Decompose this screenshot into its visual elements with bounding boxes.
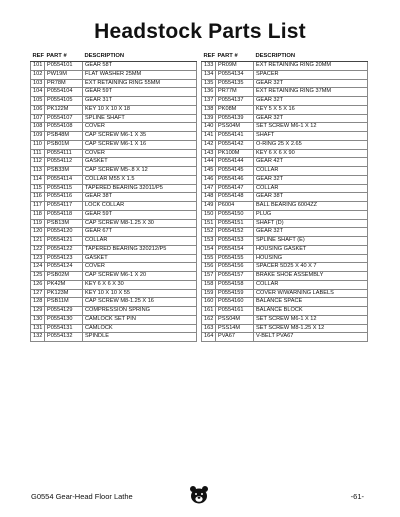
cell-description: COLLAR	[254, 280, 368, 289]
table-row	[202, 245, 368, 254]
cell-ref: 145	[202, 167, 216, 176]
cell-ref: 102	[31, 70, 45, 79]
table-row	[31, 272, 197, 281]
table-row	[202, 307, 368, 316]
table-row	[202, 210, 368, 219]
cell-part-number: P0554130	[45, 315, 83, 324]
cell-ref: 160	[202, 298, 216, 307]
cell-description: GEAR 67T	[83, 228, 197, 237]
table-row	[202, 289, 368, 298]
cell-ref: 140	[202, 123, 216, 132]
cell-description: CAP SCREW M6-1 X 16	[83, 140, 197, 149]
cell-part-number: P0554135	[216, 79, 254, 88]
table-row	[31, 280, 197, 289]
footer-model-name: G0554 Gear-Head Floor Lathe	[31, 492, 133, 501]
cell-part-number: P0554161	[216, 307, 254, 316]
cell-part-number: PSB11M	[45, 298, 83, 307]
table-row	[31, 132, 197, 141]
cell-ref: 103	[31, 79, 45, 88]
parts-table-right	[201, 53, 368, 342]
table-row	[31, 88, 197, 97]
cell-description: KEY 10 X 10 X 18	[83, 105, 197, 114]
cell-description: GEAR 31T	[83, 97, 197, 106]
table-row	[31, 324, 197, 333]
cell-part-number: PK122M	[45, 105, 83, 114]
cell-description: GEAR 32T	[254, 97, 368, 106]
cell-ref: 139	[202, 114, 216, 123]
table-row	[202, 254, 368, 263]
cell-ref: 163	[202, 324, 216, 333]
cell-ref: 153	[202, 237, 216, 246]
cell-ref: 101	[31, 62, 45, 71]
cell-ref: 159	[202, 289, 216, 298]
cell-description: CAP SCREW M8-1.25 X 16	[83, 298, 197, 307]
cell-description: SET SCREW M6-1 X 12	[254, 315, 368, 324]
cell-description: GEAR 58T	[83, 62, 197, 71]
table-row	[31, 140, 197, 149]
cell-part-number: P0554142	[216, 140, 254, 149]
cell-description: SPACER	[254, 70, 368, 79]
cell-part-number: P0554134	[216, 70, 254, 79]
cell-ref: 130	[31, 315, 45, 324]
cell-part-number: P0554124	[45, 263, 83, 272]
cell-description: SHAFT (D)	[254, 219, 368, 228]
cell-description: HOUSING GASKET	[254, 245, 368, 254]
cell-description: SHAFT	[254, 132, 368, 141]
cell-part-number: P0554157	[216, 272, 254, 281]
cell-ref: 147	[202, 184, 216, 193]
cell-description: TAPERED BEARING 320212/P5	[83, 245, 197, 254]
cell-part-number: PSS04M	[216, 123, 254, 132]
cell-part-number: P0554107	[45, 114, 83, 123]
table-row	[202, 79, 368, 88]
table-row	[31, 62, 197, 71]
cell-ref: 133	[202, 62, 216, 71]
cell-description: GEAR 32T	[254, 79, 368, 88]
cell-ref: 161	[202, 307, 216, 316]
cell-ref: 137	[202, 97, 216, 106]
table-row	[202, 114, 368, 123]
cell-ref: 123	[31, 254, 45, 263]
cell-part-number: P0554147	[216, 184, 254, 193]
cell-part-number: P0554137	[216, 97, 254, 106]
cell-part-number: P0554114	[45, 175, 83, 184]
cell-part-number: P0554104	[45, 88, 83, 97]
cell-part-number: P0554154	[216, 245, 254, 254]
cell-description: GEAR 32T	[254, 114, 368, 123]
cell-description: SPINDLE	[83, 333, 197, 342]
cell-part-number: P0554141	[216, 132, 254, 141]
cell-description: GEAR 38T	[254, 193, 368, 202]
table-row	[31, 193, 197, 202]
cell-part-number: P0554101	[45, 62, 83, 71]
cell-part-number: PVA67	[216, 333, 254, 342]
cell-description: EXT RETAINING RING 37MM	[254, 88, 368, 97]
cell-part-number: P0554152	[216, 228, 254, 237]
table-row	[202, 202, 368, 211]
cell-part-number: P0554145	[216, 167, 254, 176]
cell-part-number: P0554155	[216, 254, 254, 263]
cell-part-number: P0554111	[45, 149, 83, 158]
cell-description: CAP SCREW M6-1 X 20	[83, 272, 197, 281]
table-row	[31, 202, 197, 211]
table-row	[202, 228, 368, 237]
cell-description: COLLAR	[254, 184, 368, 193]
table-row	[31, 298, 197, 307]
cell-description: COVER	[83, 123, 197, 132]
cell-ref: 143	[202, 149, 216, 158]
cell-description: GEAR 32T	[254, 175, 368, 184]
column-header-description: DESCRIPTION	[83, 53, 197, 62]
cell-ref: 149	[202, 202, 216, 211]
cell-ref: 112	[31, 158, 45, 167]
table-row	[202, 97, 368, 106]
table-row	[202, 70, 368, 79]
cell-part-number: PK08M	[216, 105, 254, 114]
cell-part-number: PR78M	[45, 79, 83, 88]
cell-part-number: P0554148	[216, 193, 254, 202]
cell-ref: 129	[31, 307, 45, 316]
cell-ref: 151	[202, 219, 216, 228]
cell-ref: 118	[31, 210, 45, 219]
cell-part-number: P0554160	[216, 298, 254, 307]
cell-part-number: P0554117	[45, 202, 83, 211]
cell-description: KEY 6 X 6 X 90	[254, 149, 368, 158]
cell-ref: 107	[31, 114, 45, 123]
table-row	[31, 307, 197, 316]
cell-ref: 158	[202, 280, 216, 289]
cell-ref: 124	[31, 263, 45, 272]
cell-part-number: PK100M	[216, 149, 254, 158]
cell-ref: 127	[31, 289, 45, 298]
table-row	[202, 324, 368, 333]
cell-ref: 116	[31, 193, 45, 202]
table-row	[202, 263, 368, 272]
column-header-description: DESCRIPTION	[254, 53, 368, 62]
cell-description: SET SCREW M8-1.25 X 12	[254, 324, 368, 333]
table-row	[31, 105, 197, 114]
cell-ref: 117	[31, 202, 45, 211]
table-row	[202, 237, 368, 246]
cell-description: BALANCE SPACE	[254, 298, 368, 307]
cell-description: GEAR 32T	[254, 228, 368, 237]
cell-part-number: P0554158	[216, 280, 254, 289]
cell-description: BRAKE SHOE ASSEMBLY	[254, 272, 368, 281]
cell-description: CAMLOCK SET PIN	[83, 315, 197, 324]
cell-description: BALANCE BLOCK	[254, 307, 368, 316]
cell-part-number: PSB48M	[45, 132, 83, 141]
cell-ref: 157	[202, 272, 216, 281]
table-row	[202, 298, 368, 307]
table-row	[31, 123, 197, 132]
cell-part-number: P0554116	[45, 193, 83, 202]
cell-ref: 150	[202, 210, 216, 219]
cell-description: BALL BEARING 6004ZZ	[254, 202, 368, 211]
cell-ref: 104	[31, 88, 45, 97]
cell-ref: 120	[31, 228, 45, 237]
cell-description: HOUSING	[254, 254, 368, 263]
table-header-row	[202, 53, 368, 62]
cell-ref: 162	[202, 315, 216, 324]
column-header-ref: REF	[31, 53, 45, 62]
table-row	[202, 272, 368, 281]
cell-part-number: P0554121	[45, 237, 83, 246]
cell-description: GEAR 59T	[83, 88, 197, 97]
cell-ref: 156	[202, 263, 216, 272]
cell-ref: 119	[31, 219, 45, 228]
table-row	[31, 245, 197, 254]
cell-part-number: P0554123	[45, 254, 83, 263]
cell-part-number: P0554108	[45, 123, 83, 132]
cell-ref: 108	[31, 123, 45, 132]
table-row	[202, 315, 368, 324]
cell-description: GEAR 38T	[83, 193, 197, 202]
table-row	[202, 62, 368, 71]
table-row	[31, 158, 197, 167]
cell-ref: 154	[202, 245, 216, 254]
cell-description: SPACER 5D25 X 40 X 7	[254, 263, 368, 272]
cell-part-number: PSS14M	[216, 324, 254, 333]
page-number: -61-	[350, 492, 364, 501]
cell-part-number: P0554153	[216, 237, 254, 246]
cell-part-number: P0554146	[216, 175, 254, 184]
cell-ref: 155	[202, 254, 216, 263]
column-header-ref: REF	[202, 53, 216, 62]
cell-part-number: P0554105	[45, 97, 83, 106]
cell-description: EXT RETAINING RING 55MM	[83, 79, 197, 88]
table-row	[202, 175, 368, 184]
cell-part-number: P0554144	[216, 158, 254, 167]
table-row	[202, 184, 368, 193]
cell-description: SPLINE SHAFT	[83, 114, 197, 123]
cell-description: SET SCREW M6-1 X 12	[254, 123, 368, 132]
cell-description: CAP SCREW M8-1.25 X 30	[83, 219, 197, 228]
cell-ref: 146	[202, 175, 216, 184]
parts-table-left	[30, 53, 197, 342]
cell-part-number: PR77M	[216, 88, 254, 97]
cell-ref: 105	[31, 97, 45, 106]
table-row	[31, 70, 197, 79]
cell-ref: 122	[31, 245, 45, 254]
cell-description: GASKET	[83, 158, 197, 167]
cell-description: V-BELT PVA67	[254, 333, 368, 342]
cell-description: PLUG	[254, 210, 368, 219]
cell-ref: 152	[202, 228, 216, 237]
cell-ref: 136	[202, 88, 216, 97]
cell-part-number: P0554112	[45, 158, 83, 167]
cell-description: COVER	[83, 149, 197, 158]
cell-part-number: PSB33M	[45, 167, 83, 176]
cell-description: COLLAR	[83, 237, 197, 246]
table-row	[31, 237, 197, 246]
cell-description: CAP SCREW M6-1 X 35	[83, 132, 197, 141]
cell-description: COLLAR M55 X 1.5	[83, 175, 197, 184]
table-row	[202, 219, 368, 228]
cell-description: KEY 6 X 6 X 30	[83, 280, 197, 289]
cell-ref: 134	[202, 70, 216, 79]
cell-description: KEY 10 X 10 X 55	[83, 289, 197, 298]
cell-ref: 132	[31, 333, 45, 342]
table-row	[31, 289, 197, 298]
cell-description: CAMLOCK	[83, 324, 197, 333]
cell-part-number: P0554132	[45, 333, 83, 342]
cell-part-number: P0554151	[216, 219, 254, 228]
cell-part-number: P0554115	[45, 184, 83, 193]
table-row	[31, 210, 197, 219]
cell-ref: 125	[31, 272, 45, 281]
cell-description: GASKET	[83, 254, 197, 263]
cell-part-number: P0554156	[216, 263, 254, 272]
cell-ref: 115	[31, 184, 45, 193]
table-row	[202, 149, 368, 158]
table-row	[31, 184, 197, 193]
cell-part-number: P0554122	[45, 245, 83, 254]
table-row	[31, 149, 197, 158]
table-row	[31, 79, 197, 88]
table-row	[31, 263, 197, 272]
table-row	[31, 97, 197, 106]
cell-description: SPLINE SHAFT (E)	[254, 237, 368, 246]
table-row	[31, 315, 197, 324]
cell-part-number: PW19M	[45, 70, 83, 79]
cell-description: GEAR 42T	[254, 158, 368, 167]
cell-ref: 114	[31, 175, 45, 184]
cell-part-number: P6004	[216, 202, 254, 211]
table-row	[202, 193, 368, 202]
cell-description: TAPERED BEARING 32011/P5	[83, 184, 197, 193]
cell-ref: 131	[31, 324, 45, 333]
cell-ref: 111	[31, 149, 45, 158]
cell-part-number: PSB02M	[45, 272, 83, 281]
table-row	[202, 123, 368, 132]
cell-part-number: P0554159	[216, 289, 254, 298]
table-row	[31, 254, 197, 263]
cell-part-number: P0554139	[216, 114, 254, 123]
cell-ref: 148	[202, 193, 216, 202]
table-row	[202, 280, 368, 289]
table-row	[31, 219, 197, 228]
cell-description: KEY 5 X 5 X 16	[254, 105, 368, 114]
table-row	[202, 333, 368, 342]
cell-ref: 110	[31, 140, 45, 149]
cell-ref: 109	[31, 132, 45, 141]
cell-part-number: PK42M	[45, 280, 83, 289]
cell-part-number: P0554118	[45, 210, 83, 219]
table-row	[202, 158, 368, 167]
table-row	[31, 167, 197, 176]
cell-description: EXT RETAINING RING 20MM	[254, 62, 368, 71]
parts-tables	[30, 53, 368, 342]
cell-ref: 144	[202, 158, 216, 167]
cell-ref: 142	[202, 140, 216, 149]
cell-part-number: P0554120	[45, 228, 83, 237]
column-header-part: PART #	[45, 53, 83, 62]
cell-part-number: P0554150	[216, 210, 254, 219]
cell-ref: 126	[31, 280, 45, 289]
cell-description: COVER W/WARNING LABELS	[254, 289, 368, 298]
table-row	[31, 114, 197, 123]
cell-description: LOCK COLLAR	[83, 202, 197, 211]
cell-description: COVER	[83, 263, 197, 272]
cell-description: COMPRESSION SPRING	[83, 307, 197, 316]
cell-part-number: PSB01M	[45, 140, 83, 149]
cell-ref: 135	[202, 79, 216, 88]
cell-part-number: PSB13M	[45, 219, 83, 228]
cell-ref: 113	[31, 167, 45, 176]
cell-description: COLLAR	[254, 167, 368, 176]
cell-part-number: PK123M	[45, 289, 83, 298]
cell-ref: 164	[202, 333, 216, 342]
cell-part-number: PR09M	[216, 62, 254, 71]
cell-ref: 128	[31, 298, 45, 307]
cell-part-number: PSS04M	[216, 315, 254, 324]
cell-description: O-RING 25 X 2.65	[254, 140, 368, 149]
table-row	[202, 105, 368, 114]
cell-ref: 121	[31, 237, 45, 246]
column-header-part: PART #	[216, 53, 254, 62]
table-row	[202, 140, 368, 149]
table-row	[31, 228, 197, 237]
table-header-row	[31, 53, 197, 62]
cell-ref: 106	[31, 105, 45, 114]
cell-description: CAP SCREW M5-.8 X 12	[83, 167, 197, 176]
cell-description: GEAR 59T	[83, 210, 197, 219]
cell-ref: 138	[202, 105, 216, 114]
page-title: Headstock Parts List	[94, 20, 306, 43]
table-row	[31, 175, 197, 184]
table-row	[202, 88, 368, 97]
cell-ref: 141	[202, 132, 216, 141]
cell-description: FLAT WASHER 25MM	[83, 70, 197, 79]
table-row	[31, 333, 197, 342]
cell-part-number: P0554129	[45, 307, 83, 316]
bear-head-logo	[189, 485, 209, 505]
table-row	[202, 132, 368, 141]
table-row	[202, 167, 368, 176]
cell-part-number: P0554131	[45, 324, 83, 333]
